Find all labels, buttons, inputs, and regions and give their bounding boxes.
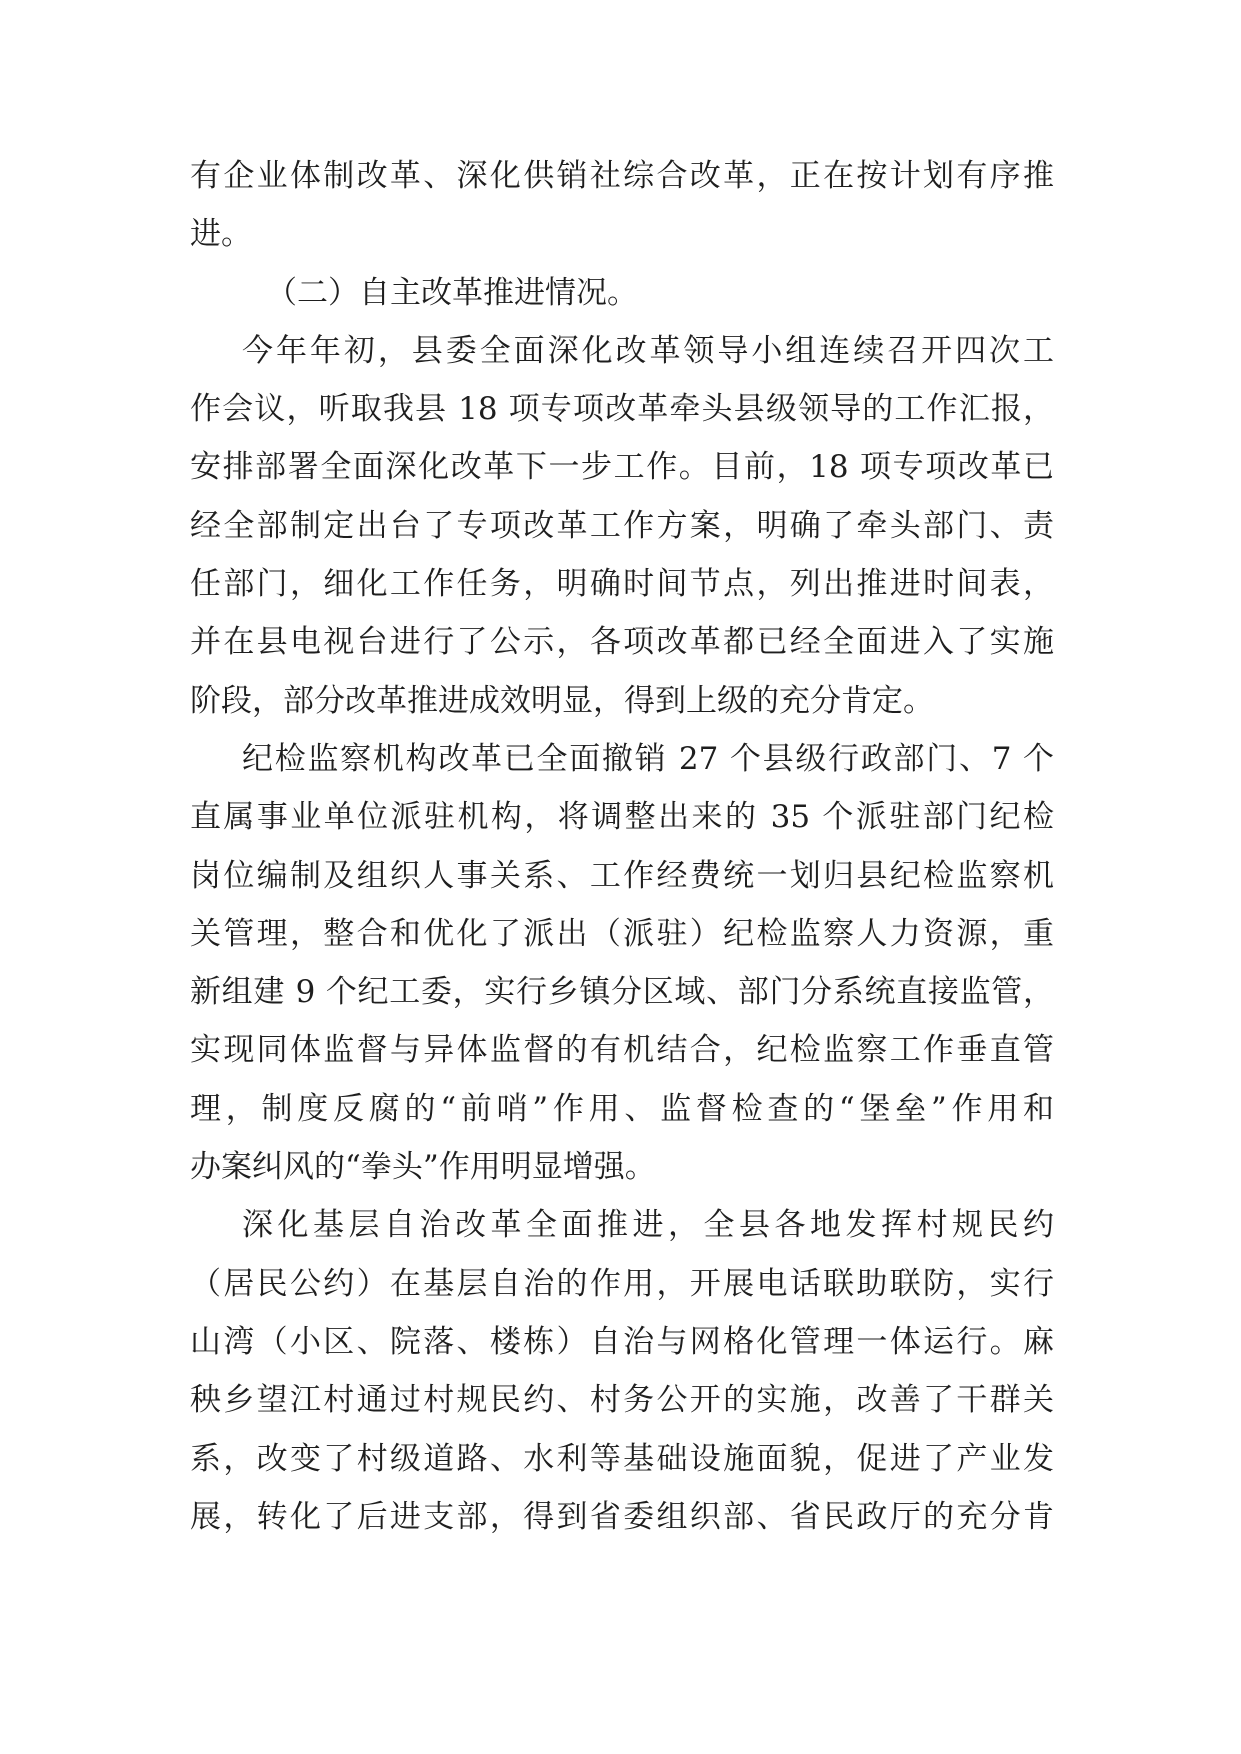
text-line: 直属事业单位派驻机构，将调整出来的 35 个派驻部门纪检 xyxy=(190,799,1054,836)
text-line: 进。 xyxy=(190,216,252,253)
text-line: 关管理，整合和优化了派出（派驻）纪检监察人力资源，重 xyxy=(190,915,1054,952)
text-line: 经全部制定出台了专项改革工作方案，明确了牵头部门、责 xyxy=(190,507,1054,544)
text-line: 任部门，细化工作任务，明确时间节点，列出推进时间表， xyxy=(190,566,1054,603)
text-line: 岗位编制及组织人事关系、工作经费统一划归县纪检监察机 xyxy=(190,857,1054,894)
text-line: 安排部署全面深化改革下一步工作。目前，18 项专项改革已 xyxy=(190,449,1054,486)
text-line: 作会议，听取我县 18 项专项改革牵头县级领导的工作汇报， xyxy=(190,391,1054,428)
text-line: 办案纠风的“拳头”作用明显增强。 xyxy=(190,1149,656,1186)
text-line: 山湾（小区、院落、楼栋）自治与网格化管理一体运行。麻 xyxy=(190,1323,1054,1360)
text-line: 纪检监察机构改革已全面撤销 27 个县级行政部门、7 个 xyxy=(242,740,1054,777)
text-line: 深化基层自治改革全面推进，全县各地发挥村规民约 xyxy=(242,1207,1054,1244)
section-heading: （二）自主改革推进情况。 xyxy=(266,274,638,311)
text-line: 系，改变了村级道路、水利等基础设施面貌，促进了产业发 xyxy=(190,1440,1054,1477)
text-line: 实现同体监督与异体监督的有机结合，纪检监察工作垂直管 xyxy=(190,1032,1054,1069)
text-line: 并在县电视台进行了公示，各项改革都已经全面进入了实施 xyxy=(190,624,1054,661)
text-line: 秧乡望江村通过村规民约、村务公开的实施，改善了干群关 xyxy=(190,1382,1054,1419)
text-line: 今年年初，县委全面深化改革领导小组连续召开四次工 xyxy=(242,332,1054,369)
text-line: 理，制度反腐的“前哨”作用、监督检查的“堡垒”作用和 xyxy=(190,1090,1054,1127)
text-line: 展，转化了后进支部，得到省委组织部、省民政厅的充分肯 xyxy=(190,1498,1054,1535)
text-line: 新组建 9 个纪工委，实行乡镇分区域、部门分系统直接监管， xyxy=(190,974,1054,1011)
text-line: （居民公约）在基层自治的作用，开展电话联助联防，实行 xyxy=(190,1265,1054,1302)
text-line: 阶段，部分改革推进成效明显，得到上级的充分肯定。 xyxy=(190,682,934,719)
body-text xyxy=(190,156,1054,1555)
text-line: 有企业体制改革、深化供销社综合改革，正在按计划有序推 xyxy=(190,158,1054,194)
